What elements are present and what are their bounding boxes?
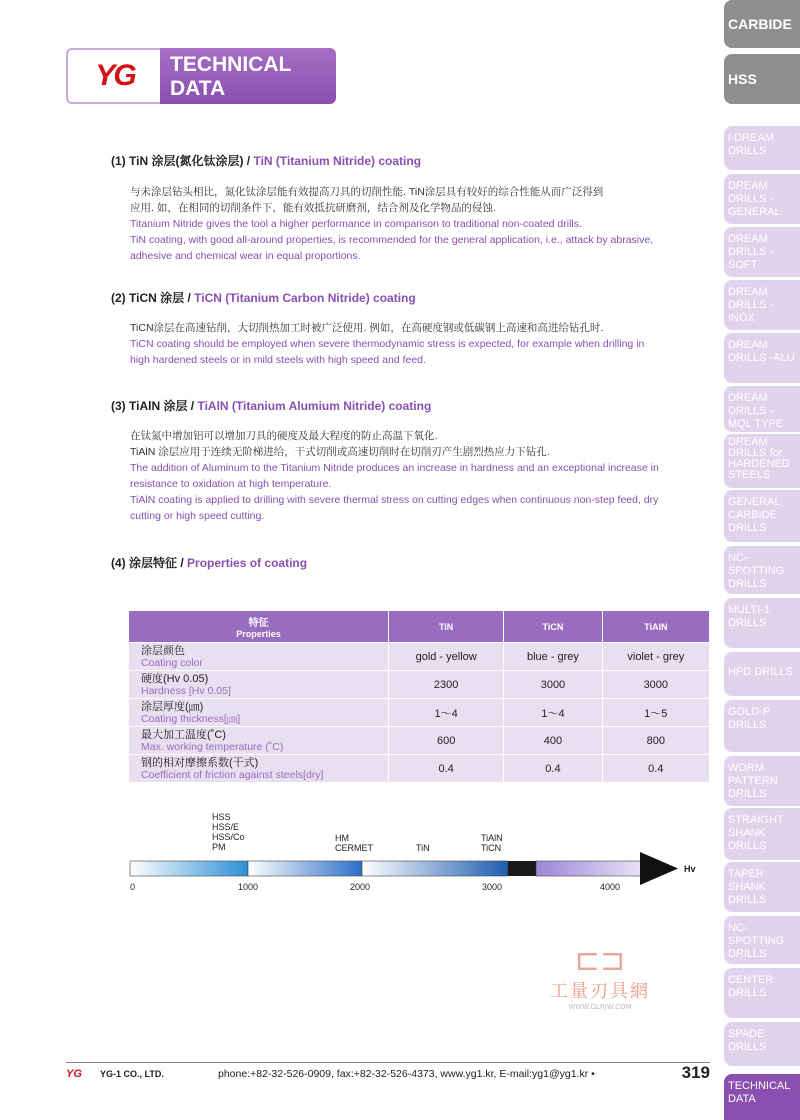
row-label-en: Hardness [Hv 0.05] bbox=[141, 684, 231, 697]
row-label bbox=[129, 643, 389, 671]
section-title-en: TiAlN (Titanium Alumium Nitride) coating bbox=[197, 399, 432, 413]
row-label-en: Max. working temperature (˚C) bbox=[141, 740, 284, 753]
tab-nc-spotting-2[interactable] bbox=[724, 916, 800, 964]
tab-label: STRAIGHT SHANK DRILLS bbox=[728, 814, 784, 852]
row-label-cn: 涂层颜色 bbox=[141, 644, 185, 657]
table-cell: 600 bbox=[389, 727, 504, 755]
section-title-en: TiN (Titanium Nitride) coating bbox=[253, 154, 422, 168]
table-row bbox=[129, 699, 710, 727]
scale-label: HSS/E bbox=[212, 822, 240, 832]
table-cell: 0.4 bbox=[602, 755, 709, 783]
tab-label: SPADE DRILLS bbox=[728, 1028, 767, 1053]
tab-label: DREAM DRILLS -INOX bbox=[728, 286, 774, 324]
table-cell: 3000 bbox=[504, 671, 602, 699]
logo-text: YG bbox=[95, 59, 135, 92]
tab-label: CENTER DRILLS bbox=[728, 974, 774, 999]
tab-center[interactable] bbox=[724, 968, 800, 1018]
scale-label: HSS bbox=[212, 812, 231, 822]
header-cn: 特征 bbox=[248, 618, 269, 629]
tab-label: GOLD-P DRILLS bbox=[728, 706, 770, 731]
section-4-title: (4) 涂层特征 / Properties of coating bbox=[111, 556, 308, 570]
row-label bbox=[129, 727, 389, 755]
section-title-en: TiCN (Titanium Carbon Nitride) coating bbox=[194, 291, 416, 305]
table-cell: violet - grey bbox=[602, 643, 709, 671]
tab-label: WORM PATTERN DRILLS bbox=[728, 762, 778, 800]
scale-group-tialn bbox=[481, 833, 503, 853]
header-en: Properties bbox=[236, 629, 281, 639]
row-label-cn: 涂层厚度(㎛) bbox=[141, 700, 204, 713]
tab-label: i-DREAM DRILLS bbox=[728, 132, 774, 157]
en-line: TiCN coating should be employed when severe thermodynamic stress is expected, for example when drilling in bbox=[130, 338, 645, 350]
row-label-en: Coating color bbox=[141, 656, 203, 669]
tab-dream-alu[interactable] bbox=[724, 333, 800, 383]
tab-label: DREAM DRILLS for HARDENED STEELS bbox=[728, 436, 790, 481]
cn-line: 应用. 如，在相同的切削条件下，能有效抵抗研磨剂，结合剂及化学物品的侵蚀. bbox=[130, 202, 496, 214]
tab-carbide[interactable] bbox=[724, 0, 800, 48]
tab-label: DREAM DRILLS -GENERAL bbox=[728, 180, 781, 218]
tab-straight-shank[interactable] bbox=[724, 808, 800, 860]
scale-label: TiCN bbox=[481, 843, 502, 853]
table-cell: 400 bbox=[504, 727, 602, 755]
tab-label: DREAM DRILLS -SOFT bbox=[728, 233, 774, 271]
properties-table bbox=[128, 610, 710, 783]
table-cell: 1～4 bbox=[389, 699, 504, 727]
table-cell: 0.4 bbox=[389, 755, 504, 783]
table-row bbox=[129, 727, 710, 755]
section-title-cn: TiN 涂层(氮化钛涂层) bbox=[129, 154, 244, 168]
section-title-cn: TiAlN 涂层 bbox=[129, 399, 188, 413]
scale-label: TiAlN bbox=[481, 833, 503, 843]
section-title-cn: 涂层特征 bbox=[129, 556, 178, 570]
tab-label: TAPER SHANK DRILLS bbox=[728, 868, 767, 906]
page-header bbox=[66, 48, 336, 104]
scale-label: TiN bbox=[416, 843, 430, 853]
scale-bar bbox=[128, 852, 688, 886]
table-cell: 3000 bbox=[602, 671, 709, 699]
tab-nc-spotting[interactable] bbox=[724, 546, 800, 594]
tab-i-dream[interactable] bbox=[724, 126, 800, 170]
tab-gold-p[interactable] bbox=[724, 700, 800, 752]
section-2-title: (2) TiCN 涂层 / TiCN (Titanium Carbon Nitride) coating bbox=[111, 291, 416, 305]
table-cell: 800 bbox=[602, 727, 709, 755]
tab-technical-data[interactable] bbox=[724, 1074, 800, 1120]
tab-label: NC-SPOTTING DRILLS bbox=[728, 922, 785, 960]
row-label bbox=[129, 755, 389, 783]
scale-tick: 3000 bbox=[482, 882, 503, 892]
tab-label: DREAM DRILLS -MQL TYPE bbox=[728, 392, 784, 430]
en-line: TiAlN coating is applied to drilling with severe thermal stress on cutting edges when continuous non-step feed, dry bbox=[130, 494, 659, 506]
tab-dream-hardened[interactable] bbox=[724, 434, 800, 488]
row-label-en: Coefficient of friction against steels[dry] bbox=[141, 768, 324, 781]
page-footer bbox=[66, 1063, 710, 1086]
scale-segment bbox=[248, 861, 362, 876]
table-row bbox=[129, 671, 710, 699]
cn-line: 与未涂层钻头相比，氮化钛涂层能有效提高刀具的切削性能. TiN涂层具有较好的综合性能从而广泛得到 bbox=[130, 186, 604, 198]
en-line: Titanium Nitride gives the tool a higher performance in comparison to traditional non-coated drills. bbox=[130, 218, 582, 230]
table-cell: gold - yellow bbox=[389, 643, 504, 671]
section-number: (1) bbox=[111, 154, 126, 168]
cn-line: TiAlN 涂层应用于连续无阶梯进给，干式切削或高速切削时在切削刃产生剧烈热应力下钻孔. bbox=[130, 446, 550, 458]
scale-tick: 4000 bbox=[600, 882, 621, 892]
scale-segment bbox=[508, 861, 536, 876]
section-number: (4) bbox=[111, 556, 126, 570]
tab-label: HSS bbox=[728, 70, 757, 87]
scale-unit: Hv bbox=[684, 864, 696, 874]
en-line: resistance to oxidation at high temperature. bbox=[130, 478, 332, 490]
tab-worm-pattern[interactable] bbox=[724, 756, 800, 806]
tab-label: DREAM DRILLS -ALU bbox=[728, 339, 795, 364]
tab-dream-soft[interactable] bbox=[724, 227, 800, 277]
page-number: 319 bbox=[681, 1063, 710, 1082]
column-header: TiAlN bbox=[602, 611, 709, 643]
row-label bbox=[129, 671, 389, 699]
row-label-cn: 硬度(Hv 0.05) bbox=[141, 672, 209, 685]
section-title-cn: TiCN 涂层 bbox=[129, 291, 185, 305]
scale-segment bbox=[536, 861, 648, 876]
table-cell: 2300 bbox=[389, 671, 504, 699]
watermark-icon: ⊏⊐ bbox=[574, 943, 626, 978]
scale-group-hm bbox=[335, 833, 373, 853]
watermark-name: 工量刃具網 bbox=[550, 981, 650, 1002]
tab-label: NC-SPOTTING DRILLS bbox=[728, 552, 785, 590]
section-tabs bbox=[724, 0, 800, 1120]
scale-label: HM bbox=[335, 833, 349, 843]
tab-dream-inox[interactable] bbox=[724, 280, 800, 330]
scale-group-hss bbox=[212, 812, 245, 852]
watermark-url: WWW.GLRJW.COM bbox=[568, 1003, 632, 1011]
tab-spade[interactable] bbox=[724, 1022, 800, 1066]
cn-line: 在钛氮中增加铝可以增加刀具的硬度及最大程度的防止高温下氧化. bbox=[130, 430, 438, 442]
tab-label: MULTI-1 DRILLS bbox=[728, 604, 770, 629]
tab-taper-shank[interactable] bbox=[724, 862, 800, 912]
scale-label: PM bbox=[212, 842, 226, 852]
tab-label: TECHNICAL DATA bbox=[728, 1080, 790, 1105]
tab-label: GENERAL CARBIDE DRILLS bbox=[728, 496, 781, 534]
watermark bbox=[530, 945, 670, 1015]
cn-line: TiCN涂层在高速钻削，大切削热加工时被广泛使用. 例如，在高硬度钢或低碳钢上高速和高进给钻孔时. bbox=[130, 322, 604, 334]
section-2-body bbox=[130, 320, 708, 368]
title-line-2: DATA bbox=[170, 77, 226, 100]
title-line-1: TECHNICAL bbox=[170, 53, 292, 76]
footer-divider bbox=[66, 1062, 710, 1063]
footer-logo: YG bbox=[66, 1068, 82, 1080]
column-header: TiCN bbox=[504, 611, 602, 643]
en-line: high hardened steels or in mild steels with high speed and feed. bbox=[130, 354, 426, 366]
page-title bbox=[160, 48, 336, 104]
table-header-row bbox=[129, 611, 710, 643]
table-cell: 1～5 bbox=[602, 699, 709, 727]
scale-tick: 2000 bbox=[350, 882, 371, 892]
scale-label: HSS/Co bbox=[212, 832, 245, 842]
table-row bbox=[129, 755, 710, 783]
footer-contact: phone:+82-32-526-0909, fax:+82-32-526-4373, www.yg1.kr, E-mail:yg1@yg1.kr • bbox=[218, 1068, 595, 1080]
scale-label: CERMET bbox=[335, 843, 373, 853]
en-line: adhesive and chemical wear in equal proportions. bbox=[130, 250, 361, 262]
en-line: TiN coating, with good all-around properties, is recommended for the general application, i.e., attack by abrasive, bbox=[130, 234, 654, 246]
brand-logo bbox=[66, 48, 162, 104]
row-label-cn: 钢的相对摩擦系数(干式) bbox=[141, 756, 259, 769]
section-3-title: (3) TiAlN 涂层 / TiAlN (Titanium Alumium Nitride) coating bbox=[111, 399, 432, 413]
tab-dream-general[interactable] bbox=[724, 174, 800, 224]
section-number: (3) bbox=[111, 399, 126, 413]
row-label-cn: 最大加工温度(˚C) bbox=[141, 728, 226, 741]
column-header: TiN bbox=[389, 611, 504, 643]
scale-segment bbox=[130, 861, 248, 876]
section-1-body bbox=[130, 184, 708, 264]
en-line: cutting or high speed cutting. bbox=[130, 510, 265, 522]
scale-arrow-head bbox=[640, 852, 678, 885]
tab-hpd[interactable] bbox=[724, 652, 800, 696]
footer-company: YG-1 CO., LTD. bbox=[100, 1069, 164, 1079]
section-title-en: Properties of coating bbox=[187, 556, 308, 570]
row-label-en: Coating thickness[㎛] bbox=[141, 712, 241, 725]
scale-tick: 0 bbox=[130, 882, 136, 892]
hardness-scale bbox=[128, 812, 728, 902]
section-number: (2) bbox=[111, 291, 126, 305]
tab-label: HPD DRILLS bbox=[728, 666, 793, 678]
table-row bbox=[129, 643, 710, 671]
scale-tick: 1000 bbox=[238, 882, 259, 892]
table-cell: 0.4 bbox=[504, 755, 602, 783]
section-1-title: (1) TiN 涂层(氮化钛涂层) / TiN (Titanium Nitride) coating bbox=[111, 154, 422, 168]
tab-general-carbide[interactable] bbox=[724, 490, 800, 542]
table-cell: blue - grey bbox=[504, 643, 602, 671]
row-label bbox=[129, 699, 389, 727]
scale-segment bbox=[362, 861, 508, 876]
tab-multi-1[interactable] bbox=[724, 598, 800, 648]
section-3-body bbox=[130, 428, 708, 524]
tab-label: CARBIDE bbox=[728, 15, 792, 32]
properties-header bbox=[129, 611, 389, 643]
table-cell: 1～4 bbox=[504, 699, 602, 727]
en-line: The addition of Aluminum to the Titanium Nitride produces an increase in hardness and an exceptional increase in bbox=[130, 462, 659, 474]
tab-dream-mql[interactable] bbox=[724, 386, 800, 432]
tab-hss[interactable] bbox=[724, 54, 800, 104]
